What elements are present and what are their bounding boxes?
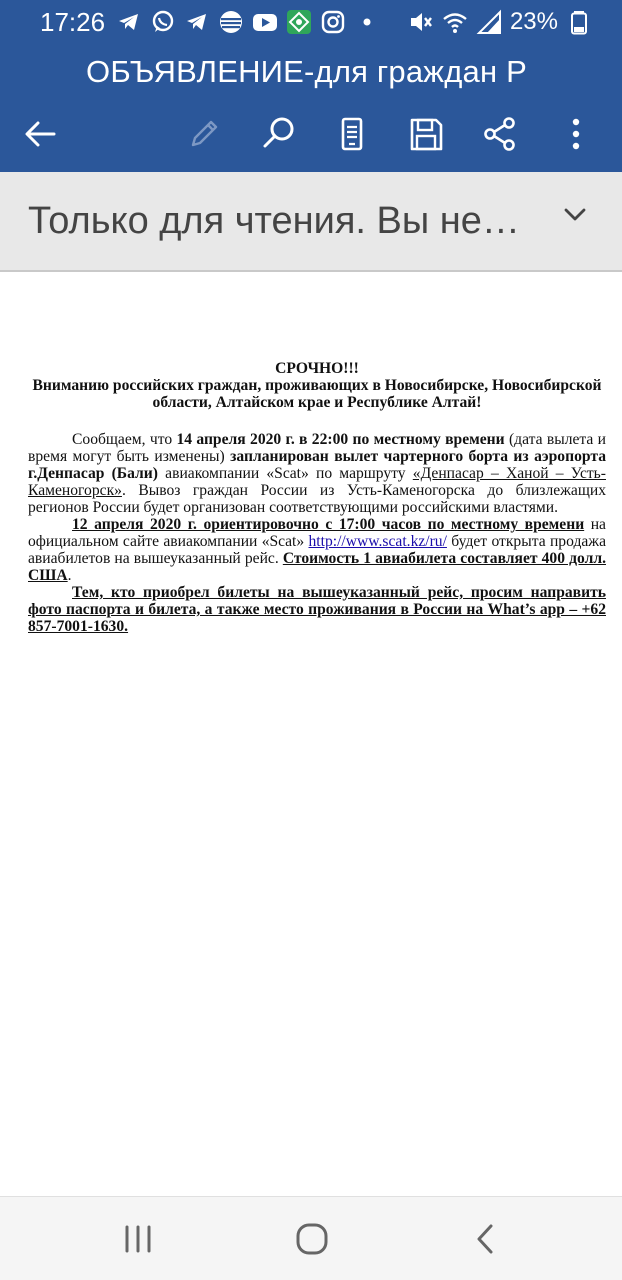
recent-apps-icon bbox=[118, 1219, 158, 1259]
system-status bbox=[408, 6, 592, 38]
save-icon bbox=[406, 114, 446, 154]
wifi-icon bbox=[442, 9, 468, 35]
flight-date: 14 апреля 2020 г. в 22:00 по местному времени bbox=[176, 431, 505, 448]
mobile-view-button[interactable] bbox=[328, 110, 376, 158]
share-button[interactable] bbox=[476, 110, 524, 158]
back-icon bbox=[466, 1219, 506, 1259]
edit-button[interactable] bbox=[180, 110, 228, 158]
app-header bbox=[0, 0, 622, 172]
battery-icon bbox=[566, 9, 592, 35]
mute-icon bbox=[408, 9, 434, 35]
contact-request: Тем, кто приобрел билеты на вышеуказанный рейс, просим направить фото паспорта и билета, а также место проживания в России на What’s app – +62 857-7001-1630. bbox=[28, 584, 606, 635]
paragraph-contact bbox=[28, 584, 606, 635]
search-button[interactable] bbox=[254, 110, 302, 158]
nav-back-button[interactable] bbox=[464, 1219, 508, 1259]
document-page bbox=[0, 274, 622, 1196]
chevron-down-icon bbox=[556, 196, 594, 234]
status-bar bbox=[0, 0, 622, 44]
battery-percent: 23% bbox=[509, 8, 558, 35]
dot-icon bbox=[354, 9, 380, 35]
youtube-icon bbox=[252, 9, 278, 35]
system-nav-bar bbox=[0, 1196, 622, 1280]
signal-icon bbox=[476, 9, 502, 35]
readonly-banner-text: Только для чтения. Вы не… bbox=[28, 200, 520, 242]
instagram-icon bbox=[320, 9, 346, 35]
recent-apps-button[interactable] bbox=[116, 1219, 160, 1259]
expand-banner-button[interactable] bbox=[556, 196, 594, 234]
flight-route: «Денпасар – Ханой – Усть-Каменогорск» bbox=[28, 465, 606, 499]
ticket-price: Стоимость 1 авиабилета составляет 400 долл. США bbox=[28, 550, 606, 584]
home-button[interactable] bbox=[290, 1219, 334, 1259]
back-arrow-icon bbox=[20, 114, 60, 154]
edit-pencil-icon bbox=[184, 114, 224, 154]
heading-urgent: СРОЧНО!!! bbox=[275, 360, 359, 377]
whatsapp-icon bbox=[150, 9, 176, 35]
sale-date: 12 апреля 2020 г. ориентировочно с 17:00 часов по местному времени bbox=[72, 516, 585, 533]
paragraph-flight: Сообщаем, что 14 апреля 2020 г. в 22:00 по местному времени (дата вылета и время могут быть изменены) запланирован вылет чартерного борта из аэропорта г.Денпасар (Бали) авиакомпании «Scat» по маршруту «Денпасар – Ханой – Усть-Каменогорск». Вывоз граждан России из Усть-Каменогорска до близлежащих регионов России будет организован соответствующими российскими властями. bbox=[28, 431, 606, 516]
mobile-view-icon bbox=[332, 114, 372, 154]
status-time: 17:26 bbox=[40, 7, 106, 37]
back-button[interactable] bbox=[16, 110, 64, 158]
share-icon bbox=[480, 114, 520, 154]
search-icon bbox=[258, 114, 298, 154]
readonly-banner[interactable] bbox=[0, 172, 622, 272]
paragraph-tickets: 12 апреля 2020 г. ориентировочно с 17:00 часов по местному времени на официальном сайте авиакомпании «Scat» http://www.scat.kz/ru/ будет открыта продажа авиабилетов на вышеуказанный рейс. Стоимость 1 авиабилета составляет 400 долл. США. bbox=[28, 516, 606, 584]
telegram-icon bbox=[116, 9, 142, 35]
heading-attention: Вниманию российских граждан, проживающих в Новосибирске, Новосибирской области, Алтайском крае и Республике Алтай! bbox=[32, 377, 602, 411]
app-diamond-icon bbox=[286, 9, 312, 35]
toolbar bbox=[0, 100, 622, 166]
telegram-icon bbox=[184, 9, 210, 35]
scat-website-link[interactable]: http://www.scat.kz/ru/ bbox=[308, 533, 447, 550]
flight-departure: запланирован вылет чартерного борта из аэропорта г.Денпасар (Бали) bbox=[28, 448, 606, 482]
app-stripes-icon bbox=[218, 9, 244, 35]
more-icon bbox=[556, 114, 596, 154]
document-title: ОБЪЯВЛЕНИЕ-для граждан Р bbox=[86, 54, 527, 89]
document-body bbox=[28, 360, 606, 635]
more-options-button[interactable] bbox=[552, 110, 600, 158]
notification-icons bbox=[116, 8, 380, 36]
save-button[interactable] bbox=[402, 110, 450, 158]
home-icon bbox=[292, 1219, 332, 1259]
